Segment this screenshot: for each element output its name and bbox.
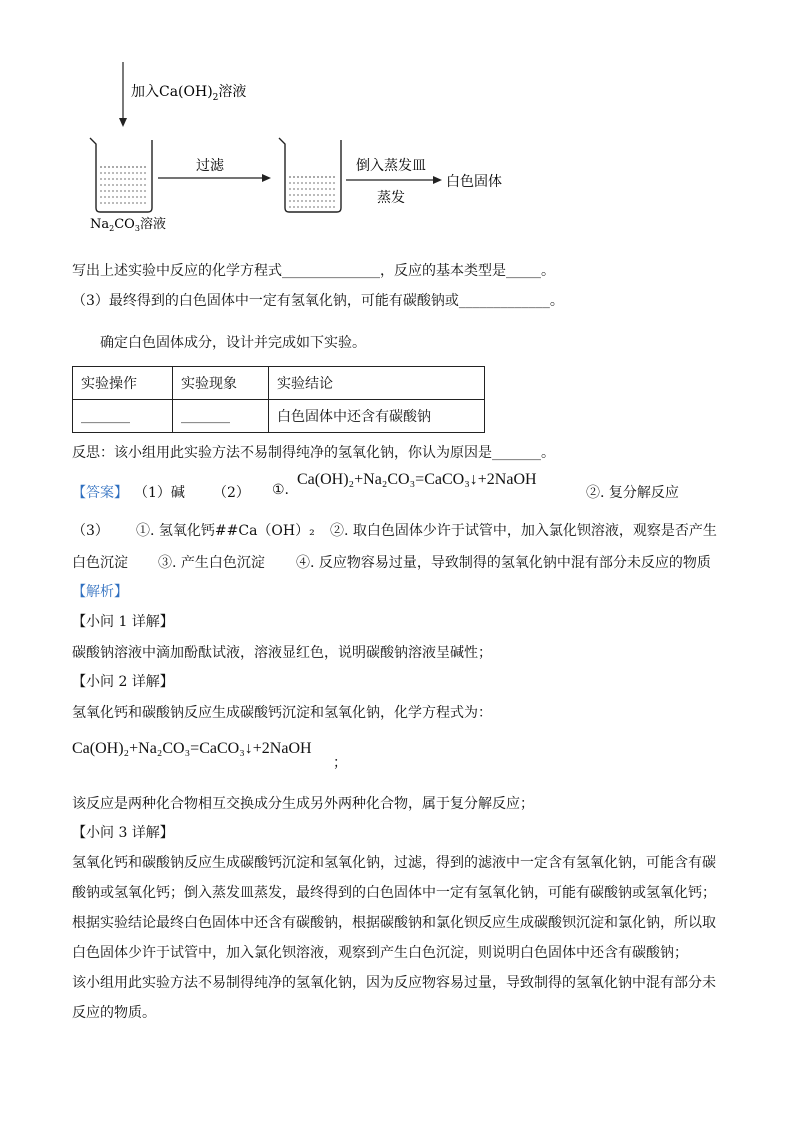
- answer-tag: 【答案】: [72, 485, 128, 501]
- answer-line3-a: 白色沉淀: [72, 555, 128, 571]
- s3-line: 该小组用此实验方法不易制得纯净的氢氧化钠，因为反应物容易过量，导致制得的氢氧化钠中混有部分未: [72, 975, 716, 991]
- q2-line: 写出上述实验中反应的化学方程式______________，反应的基本类型是_____。: [72, 263, 555, 279]
- filter-arrow-head: [262, 174, 271, 182]
- evap-arrow-head: [433, 176, 442, 184]
- analysis-tag: 【解析】: [72, 584, 128, 600]
- s3-line: 酸钠或氢氧化钙；倒入蒸发皿蒸发，最终得到的白色固体中一定有氢氧化钠，可能有碳酸钠或氢氧化钙；: [72, 885, 716, 901]
- table-cell: 白色固体中还含有碳酸钠: [269, 400, 485, 433]
- add-arrow-head: [119, 118, 127, 127]
- answer-line3-b: ③. 产生白色沉淀: [158, 555, 265, 571]
- s1-title: 【小问 1 详解】: [72, 614, 174, 630]
- table-row: [73, 400, 485, 433]
- s3-line: 根据实验结论最终白色固体中还含有碳酸钠，根据碳酸钠和氯化钡反应生成碳酸钡沉淀和氯化钠，所以取: [72, 915, 716, 931]
- table-cell: _______: [73, 400, 173, 433]
- answer-line2-c: ②. 取白色固体少许于试管中，加入氯化钡溶液，观察是否产生: [330, 523, 717, 539]
- s2-equation: Ca(OH)₂+Na₂CO₃=CaCO₃↓+2NaOH: [72, 740, 312, 757]
- s3-line: 反应的物质。: [72, 1005, 156, 1021]
- table-header-cell: 实验结论: [269, 367, 485, 400]
- answer-p1: （1）碱: [134, 485, 185, 501]
- table-header-row: [73, 367, 485, 400]
- s2-text: 氢氧化钙和碳酸钠反应生成碳酸钙沉淀和氢氧化钠，化学方程式为：: [72, 705, 492, 721]
- answer-p2-num: ①.: [272, 482, 290, 498]
- s2-semicolon: ；: [333, 755, 347, 771]
- evap-label: 蒸发: [377, 190, 405, 206]
- answer-line2-a: （3）: [72, 523, 109, 539]
- s3-line: 白色固体少许于试管中，加入氯化钡溶液，观察到产生白色沉淀，则说明白色固体中还含有碳酸钠；: [72, 945, 688, 961]
- s2-title: 【小问 2 详解】: [72, 674, 174, 690]
- answer-line2-b: ①. 氢氧化钙##Ca（OH）₂: [136, 523, 315, 539]
- table-cell: _______: [173, 400, 269, 433]
- product-label: 白色固体: [446, 174, 502, 190]
- pour-label: 倒入蒸发皿: [356, 158, 426, 174]
- answer-p2-b: ②. 复分解反应: [586, 485, 679, 501]
- beaker-2: [279, 138, 341, 212]
- beaker-1-label: $Na_2CO_3$溶液: [90, 217, 166, 233]
- s3-line: 氢氧化钙和碳酸钠反应生成碳酸钙沉淀和氢氧化钠，过滤，得到的滤液中一定含有氢氧化钠，可能含有碳: [72, 855, 716, 871]
- reflect-line: 反思：该小组用此实验方法不易制得纯净的氢氧化钠，你认为原因是_______。: [72, 445, 555, 461]
- q3-line: （3）最终得到的白色固体中一定有氢氧化钠，可能有碳酸钠或_____________。: [72, 293, 564, 309]
- table-header-cell: 实验现象: [173, 367, 269, 400]
- answer-p2: （2）: [213, 485, 250, 501]
- experiment-table: [72, 366, 485, 433]
- beaker-1: [90, 138, 152, 212]
- s2-text2: 该反应是两种化合物相互交换成分生成另外两种化合物，属于复分解反应；: [72, 796, 534, 812]
- confirm-line: 确定白色固体成分，设计并完成如下实验。: [100, 335, 366, 351]
- s3-title: 【小问 3 详解】: [72, 825, 174, 841]
- answer-equation: Ca(OH)₂+Na₂CO₃=CaCO₃↓+2NaOH: [297, 471, 537, 488]
- answer-line3-c: ④. 反应物容易过量，导致制得的氢氧化钠中混有部分未反应的物质: [296, 555, 711, 571]
- s1-text: 碳酸钠溶液中滴加酚酞试液，溶液显红色，说明碳酸钠溶液呈碱性；: [72, 645, 492, 661]
- table-header-cell: 实验操作: [73, 367, 173, 400]
- add-label: 加入$Ca(OH)_2$溶液: [131, 84, 247, 103]
- experiment-diagram: [0, 0, 800, 240]
- filter-label: 过滤: [196, 158, 224, 174]
